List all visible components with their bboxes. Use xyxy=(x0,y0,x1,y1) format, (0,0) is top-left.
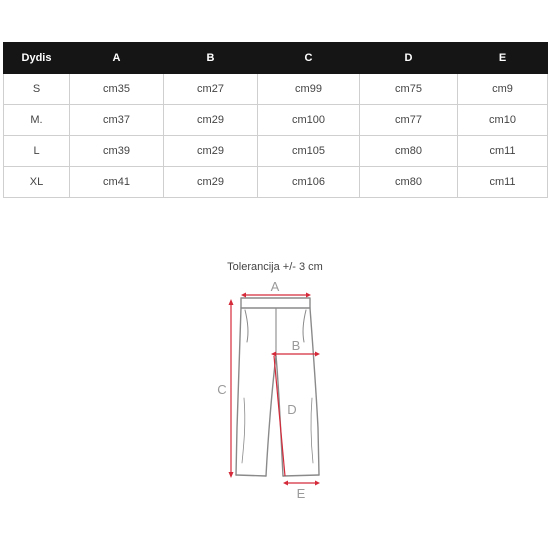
cell-size: XL xyxy=(4,167,70,198)
right-pocket xyxy=(303,310,306,342)
cell-b: cm29 xyxy=(164,136,258,167)
cell-size: S xyxy=(4,74,70,105)
cell-a: cm39 xyxy=(70,136,164,167)
cell-e: cm10 xyxy=(458,105,548,136)
label-e: E xyxy=(296,486,306,500)
header-a: A xyxy=(70,43,164,74)
cell-b: cm27 xyxy=(164,74,258,105)
label-d: D xyxy=(287,402,297,417)
cell-size: L xyxy=(4,136,70,167)
cell-a: cm35 xyxy=(70,74,164,105)
size-table xyxy=(3,42,548,198)
waistband xyxy=(241,298,310,308)
table-row xyxy=(4,74,548,105)
cell-c: cm106 xyxy=(258,167,360,198)
arrow-b-left xyxy=(271,352,276,357)
arrow-b-right xyxy=(315,352,320,357)
arrow-e-right xyxy=(315,481,320,486)
header-e: E xyxy=(458,43,548,74)
pants-measurement-diagram xyxy=(200,278,350,500)
cell-d: cm77 xyxy=(360,105,458,136)
cell-e: cm11 xyxy=(458,167,548,198)
measure-arrowheads xyxy=(229,293,321,486)
cell-d: cm80 xyxy=(360,167,458,198)
cell-d: cm80 xyxy=(360,136,458,167)
cell-size: M. xyxy=(4,105,70,136)
arrow-a-right xyxy=(306,293,311,298)
table-header-row xyxy=(4,43,548,74)
table-row xyxy=(4,167,548,198)
arrow-c-bottom xyxy=(229,472,234,478)
cell-b: cm29 xyxy=(164,105,258,136)
arrow-e-left xyxy=(283,481,288,486)
right-knee-fold xyxy=(311,398,313,463)
pants-right-leg-outer xyxy=(310,308,319,475)
cell-e: cm11 xyxy=(458,136,548,167)
label-c: C xyxy=(217,382,227,397)
left-pocket xyxy=(245,310,248,342)
cell-a: cm37 xyxy=(70,105,164,136)
table-row xyxy=(4,105,548,136)
label-b: B xyxy=(291,338,301,353)
cell-b: cm29 xyxy=(164,167,258,198)
arrow-a-left xyxy=(241,293,246,298)
pants-left-hem xyxy=(236,475,266,476)
header-b: B xyxy=(164,43,258,74)
measure-line-d xyxy=(274,356,285,476)
header-size: Dydis xyxy=(4,43,70,74)
pants-inseam-left xyxy=(266,356,276,476)
cell-e: cm9 xyxy=(458,74,548,105)
header-d: D xyxy=(360,43,458,74)
cell-d: cm75 xyxy=(360,74,458,105)
cell-a: cm41 xyxy=(70,167,164,198)
pants-outline xyxy=(236,298,319,476)
table-row xyxy=(4,136,548,167)
cell-c: cm105 xyxy=(258,136,360,167)
cell-c: cm100 xyxy=(258,105,360,136)
header-c: C xyxy=(258,43,360,74)
pants-right-hem xyxy=(283,475,319,476)
label-a: A xyxy=(270,279,280,294)
cell-c: cm99 xyxy=(258,74,360,105)
left-knee-fold xyxy=(242,398,245,463)
pants-left-leg-outer xyxy=(236,308,241,475)
measure-lines xyxy=(231,295,317,483)
tolerance-note: Tolerancija +/- 3 cm xyxy=(227,261,323,273)
arrow-c-top xyxy=(229,299,234,305)
